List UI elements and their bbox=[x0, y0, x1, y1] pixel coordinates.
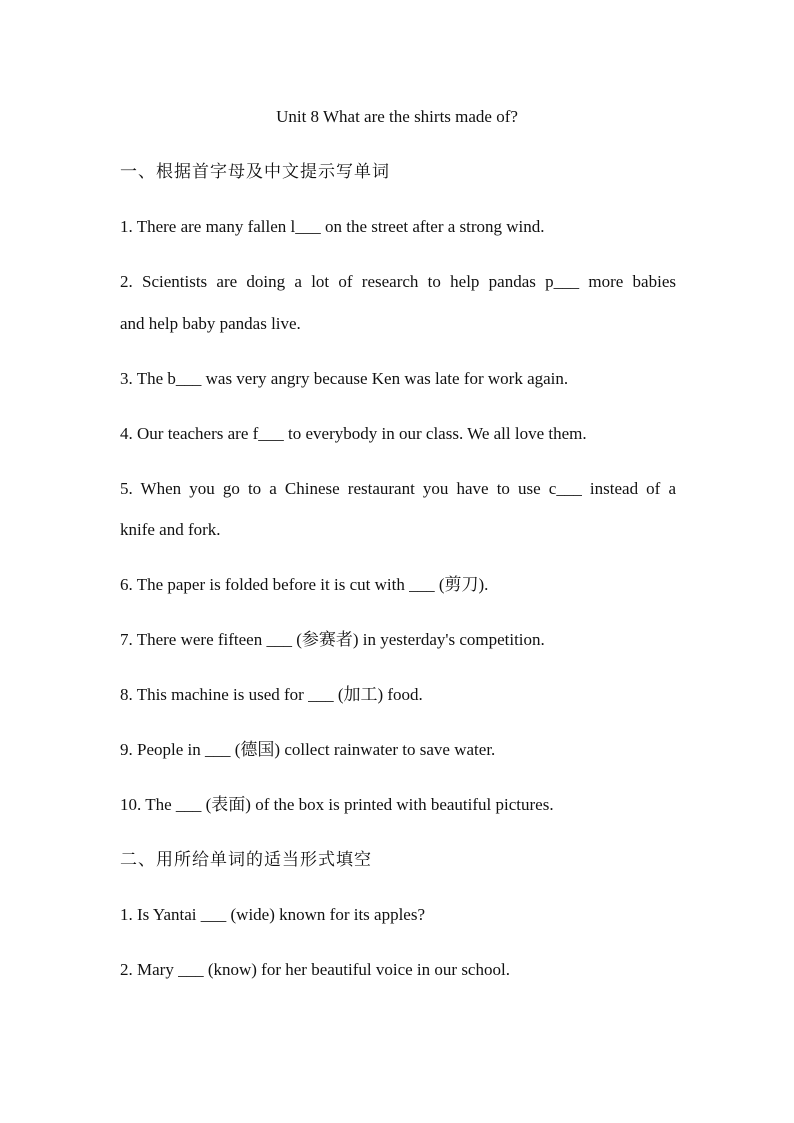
question-1-10: 10. The ___ (表面) of the box is printed with beautiful pictures. bbox=[120, 795, 554, 814]
question-1-8: 8. This machine is used for ___ (加工) food. bbox=[120, 685, 423, 704]
section-2-heading: 二、用所给单词的适当形式填空 bbox=[120, 850, 372, 870]
question-1-7: 7. There were fifteen ___ (参赛者) in yesterday's competition. bbox=[120, 630, 545, 649]
question-1-2: 2. Scientists are doing a lot of research to help pandas p___ more babies bbox=[120, 272, 676, 291]
question-1-3: 3. The b___ was very angry because Ken was late for work again. bbox=[120, 369, 569, 388]
question-1-9: 9. People in ___ (德国) collect rainwater to save water. bbox=[120, 740, 496, 759]
section-1-heading: 一、根据首字母及中文提示写单词 bbox=[120, 162, 390, 182]
question-1-2-continued: and help baby pandas live. bbox=[120, 314, 301, 333]
question-1-6: 6. The paper is folded before it is cut with ___ (剪刀). bbox=[120, 575, 489, 594]
question-2-1: 1. Is Yantai ___ (wide) known for its apples? bbox=[120, 905, 426, 924]
question-2-2: 2. Mary ___ (know) for her beautiful voice in our school. bbox=[120, 960, 510, 979]
question-1-5: 5. When you go to a Chinese restaurant you have to use c___ instead of a bbox=[120, 479, 676, 498]
question-1-5-continued: knife and fork. bbox=[120, 520, 221, 539]
question-1-1: 1. There are many fallen l___ on the street after a strong wind. bbox=[120, 217, 545, 236]
question-1-4: 4. Our teachers are f___ to everybody in our class. We all love them. bbox=[120, 424, 587, 443]
page-title: Unit 8 What are the shirts made of? bbox=[276, 107, 518, 126]
